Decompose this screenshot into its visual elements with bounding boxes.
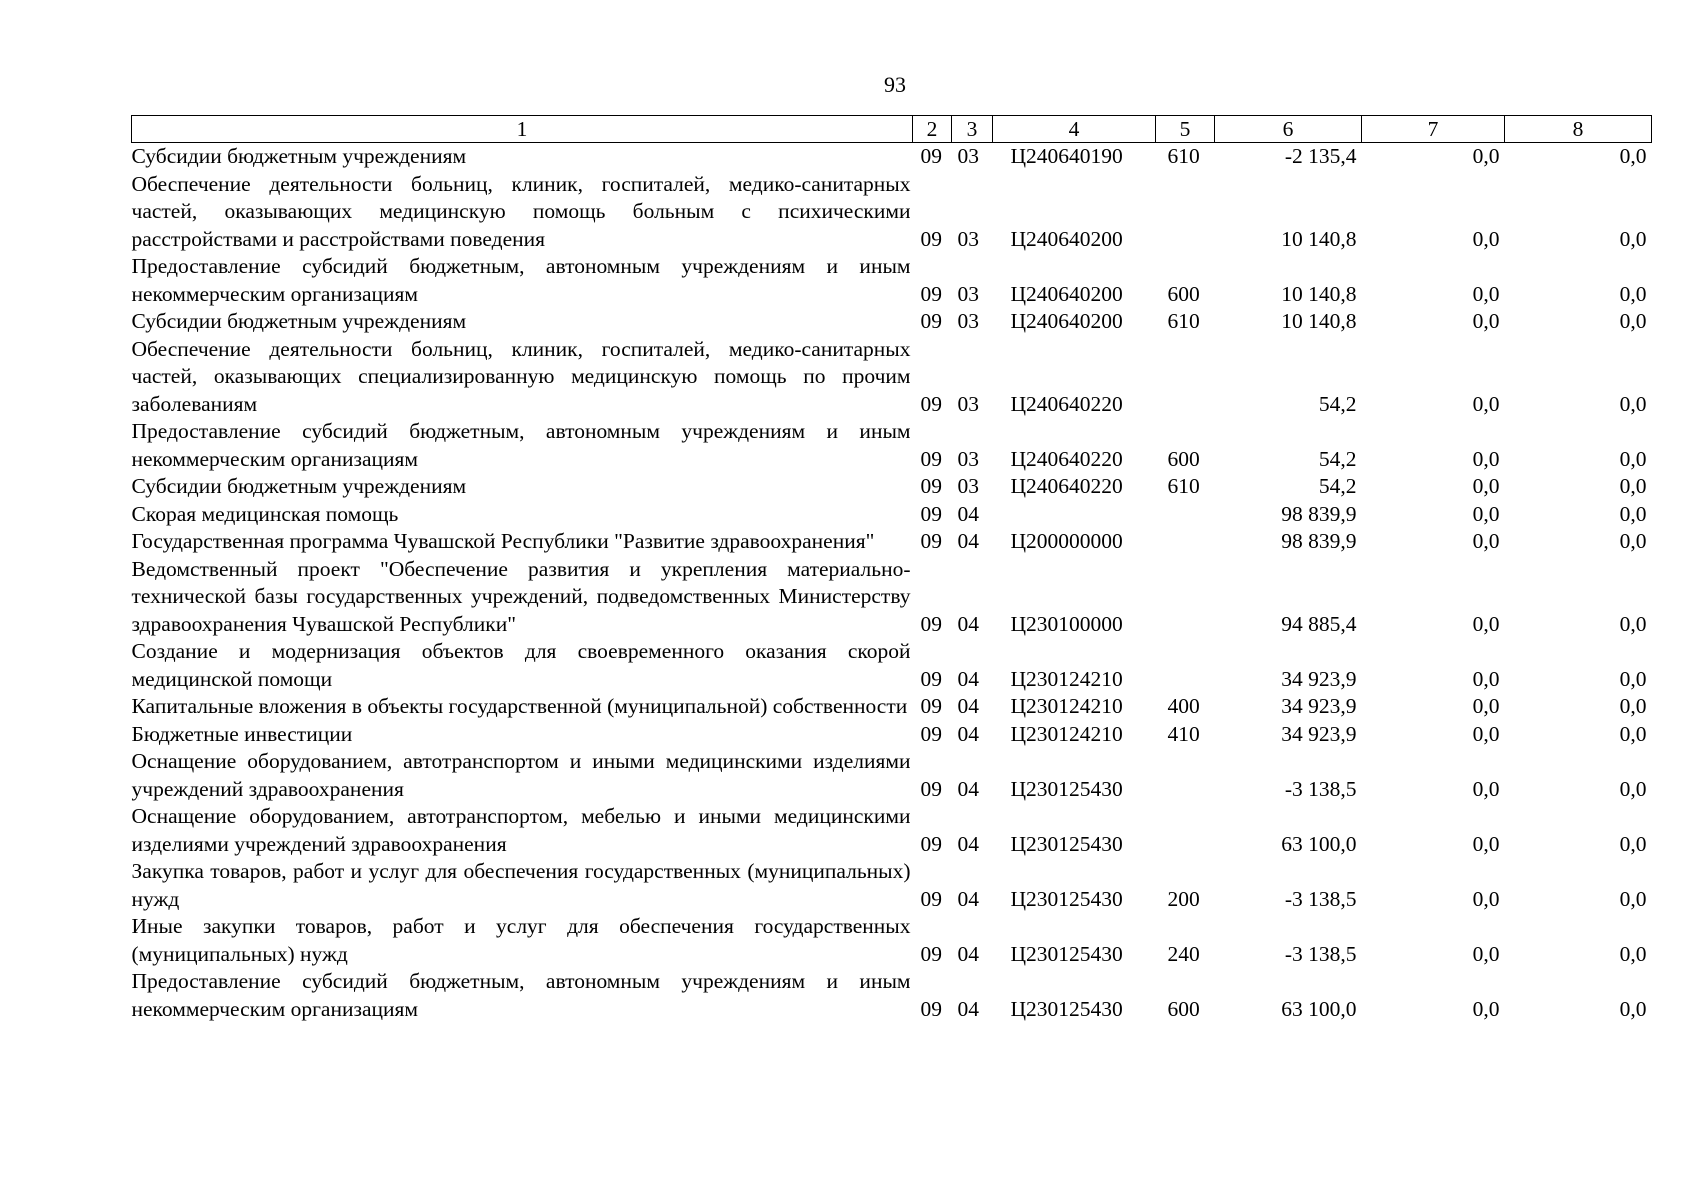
row-target-article: Ц240640220 [1010, 391, 1123, 416]
table-row [132, 473, 1652, 501]
row-name: Скорая медицинская помощь [131, 501, 399, 526]
row-amount-3: 0,0 [1619, 611, 1647, 636]
row-name: Иные закупки товаров, работ и услуг для обеспечения государственных (муниципальных) нужд [131, 914, 911, 966]
row-expense-type [1156, 336, 1215, 419]
row-amount-2: 0,0 [1472, 611, 1500, 636]
row-amount-1: 34 923,9 [1281, 721, 1357, 746]
row-subsection: 04 [957, 694, 979, 718]
row-amount-3: 0,0 [1619, 226, 1647, 251]
row-name: Обеспечение деятельности больниц, клиник, госпиталей, медико-санитарных частей, оказывающих специализированную медицинскую помощь по прочим заболеваниям [131, 336, 911, 416]
row-section: 09 [920, 446, 942, 471]
column-header-7: 7 [1362, 116, 1505, 143]
row-target-article: Ц240640220 [1010, 474, 1123, 498]
row-amount-2: 0,0 [1472, 309, 1500, 333]
row-name: Обеспечение деятельности больниц, клиник, госпиталей, медико-санитарных частей, оказывающих медицинскую помощь больным с психическими расстройствами и расстройствами поведения [131, 171, 911, 251]
row-amount-1: 10 140,8 [1281, 281, 1357, 306]
row-target-article: Ц240640200 [1010, 226, 1123, 251]
row-name: Предоставление субсидий бюджетным, автономным учреждениям и иным некоммерческим организациям [131, 419, 911, 471]
row-section: 09 [920, 391, 942, 416]
table-row [132, 308, 1652, 336]
table-row [132, 253, 1652, 308]
column-header-6: 6 [1215, 116, 1362, 143]
row-subsection: 03 [957, 446, 979, 471]
row-amount-1: 94 885,4 [1281, 611, 1357, 636]
row-amount-2: 0,0 [1472, 941, 1500, 966]
row-section: 09 [920, 611, 942, 636]
row-amount-3: 0,0 [1619, 529, 1647, 553]
table-row [132, 858, 1652, 913]
row-amount-1: 10 140,8 [1281, 226, 1357, 251]
row-amount-3: 0,0 [1619, 474, 1647, 498]
row-target-article: Ц230125430 [1010, 831, 1123, 856]
row-expense-type [1156, 171, 1215, 254]
row-expense-type: 610 [1167, 144, 1200, 168]
row-section: 09 [920, 721, 942, 746]
row-amount-1: 63 100,0 [1281, 996, 1357, 1021]
row-amount-3: 0,0 [1619, 144, 1647, 168]
row-name: Бюджетные инвестиции [131, 721, 353, 746]
row-amount-1: -3 138,5 [1284, 776, 1357, 801]
row-subsection: 04 [957, 941, 979, 966]
row-amount-2: 0,0 [1472, 226, 1500, 251]
row-target-article: Ц230125430 [1010, 776, 1123, 801]
row-expense-type: 610 [1167, 474, 1200, 498]
row-target-article: Ц200000000 [1010, 529, 1123, 553]
row-expense-type: 600 [1167, 996, 1200, 1021]
row-subsection: 04 [957, 666, 979, 691]
row-subsection: 03 [957, 391, 979, 416]
row-subsection: 03 [957, 226, 979, 251]
row-name: Создание и модернизация объектов для своевременного оказания скорой медицинской помощи [131, 639, 911, 691]
row-expense-type [1156, 748, 1215, 803]
row-subsection: 04 [957, 501, 979, 526]
row-subsection: 03 [957, 474, 979, 498]
row-amount-2: 0,0 [1472, 501, 1500, 526]
table-row [132, 638, 1652, 693]
row-amount-1: 34 923,9 [1281, 666, 1357, 691]
row-name: Капитальные вложения в объекты государственной (муниципальной) собственности [131, 694, 908, 718]
column-header-8: 8 [1505, 116, 1652, 143]
row-expense-type: 400 [1167, 694, 1200, 718]
row-amount-1: -3 138,5 [1284, 941, 1357, 966]
row-target-article: Ц240640190 [1010, 144, 1123, 168]
table-row [132, 528, 1652, 556]
row-amount-2: 0,0 [1472, 474, 1500, 498]
row-target-article: Ц230124210 [1010, 694, 1123, 718]
row-subsection: 04 [957, 886, 979, 911]
row-amount-3: 0,0 [1619, 776, 1647, 801]
row-amount-1: 54,2 [1318, 391, 1357, 416]
row-expense-type: 610 [1167, 309, 1200, 333]
row-amount-3: 0,0 [1619, 501, 1647, 526]
page-number: 93 [884, 72, 906, 97]
table-row [132, 913, 1652, 968]
row-amount-3: 0,0 [1619, 886, 1647, 911]
row-amount-2: 0,0 [1472, 694, 1500, 718]
row-name: Субсидии бюджетным учреждениям [131, 474, 467, 498]
row-amount-1: 54,2 [1318, 474, 1357, 498]
row-section: 09 [920, 226, 942, 251]
row-target-article: Ц230124210 [1010, 666, 1123, 691]
row-amount-1: 54,2 [1318, 446, 1357, 471]
row-amount-1: -2 135,4 [1284, 144, 1357, 168]
row-amount-1: 98 839,9 [1281, 529, 1357, 553]
row-name: Субсидии бюджетным учреждениям [131, 309, 467, 333]
row-expense-type: 200 [1167, 886, 1200, 911]
row-subsection: 03 [957, 281, 979, 306]
row-expense-type [1156, 556, 1215, 639]
table-row [132, 418, 1652, 473]
row-section: 09 [920, 941, 942, 966]
table-row [132, 336, 1652, 419]
row-amount-2: 0,0 [1472, 886, 1500, 911]
row-subsection: 04 [957, 611, 979, 636]
row-target-article: Ц230125430 [1010, 886, 1123, 911]
row-expense-type [1156, 803, 1215, 858]
row-subsection: 04 [957, 529, 979, 553]
row-amount-1: 63 100,0 [1281, 831, 1357, 856]
row-amount-1: 10 140,8 [1281, 309, 1357, 333]
row-name: Предоставление субсидий бюджетным, автономным учреждениям и иным некоммерческим организациям [131, 254, 911, 306]
row-subsection: 04 [957, 831, 979, 856]
row-amount-1: -3 138,5 [1284, 886, 1357, 911]
row-amount-3: 0,0 [1619, 941, 1647, 966]
row-subsection: 04 [957, 996, 979, 1021]
row-section: 09 [920, 694, 942, 718]
row-section: 09 [920, 776, 942, 801]
row-amount-2: 0,0 [1472, 529, 1500, 553]
budget-table [131, 115, 1652, 1023]
row-amount-2: 0,0 [1472, 144, 1500, 168]
row-amount-1: 34 923,9 [1281, 694, 1357, 718]
row-section: 09 [920, 474, 942, 498]
table-row [132, 748, 1652, 803]
table-body [132, 143, 1652, 1024]
row-section: 09 [920, 529, 942, 553]
row-name: Субсидии бюджетным учреждениям [131, 144, 467, 168]
row-amount-3: 0,0 [1619, 281, 1647, 306]
row-name: Государственная программа Чувашской Республики "Развитие здравоохранения" [131, 529, 875, 553]
row-amount-2: 0,0 [1472, 776, 1500, 801]
table-row [132, 968, 1652, 1023]
row-expense-type: 240 [1167, 941, 1200, 966]
row-section: 09 [920, 144, 942, 168]
table-row [132, 721, 1652, 749]
row-expense-type: 600 [1167, 446, 1200, 471]
column-header-5: 5 [1156, 116, 1215, 143]
row-amount-3: 0,0 [1619, 446, 1647, 471]
table-row [132, 693, 1652, 721]
table-header [132, 116, 1652, 143]
row-subsection: 03 [957, 144, 979, 168]
row-amount-3: 0,0 [1619, 996, 1647, 1021]
row-section: 09 [920, 831, 942, 856]
row-expense-type [1156, 638, 1215, 693]
row-section: 09 [920, 309, 942, 333]
row-expense-type [1156, 528, 1215, 556]
row-amount-3: 0,0 [1619, 721, 1647, 746]
row-name: Оснащение оборудованием, автотранспортом и иными медицинскими изделиями учреждений здравоохранения [131, 749, 911, 801]
table-row [132, 143, 1652, 171]
column-header-1: 1 [132, 116, 913, 143]
row-amount-2: 0,0 [1472, 666, 1500, 691]
row-name: Оснащение оборудованием, автотранспортом, мебелью и иными медицинскими изделиями учреждений здравоохранения [131, 804, 911, 856]
row-expense-type: 600 [1167, 281, 1200, 306]
row-target-article: Ц230124210 [1010, 721, 1123, 746]
row-amount-2: 0,0 [1472, 721, 1500, 746]
row-expense-type [1156, 501, 1215, 529]
row-subsection: 04 [957, 721, 979, 746]
row-subsection: 04 [957, 776, 979, 801]
header-row [132, 116, 1652, 143]
row-section: 09 [920, 886, 942, 911]
table-row [132, 556, 1652, 639]
row-target-article: Ц240640200 [1010, 281, 1123, 306]
row-name: Ведомственный проект "Обеспечение развития и укрепления материально-технической базы государственных учреждений, подведомственных Министерству здравоохранения Чувашской Республики" [131, 556, 911, 636]
row-amount-2: 0,0 [1472, 996, 1500, 1021]
row-amount-3: 0,0 [1619, 391, 1647, 416]
column-header-3: 3 [952, 116, 993, 143]
column-header-2: 2 [913, 116, 952, 143]
row-section: 09 [920, 281, 942, 306]
row-target-article: Ц230125430 [1010, 941, 1123, 966]
row-amount-1: 98 839,9 [1281, 501, 1357, 526]
row-amount-3: 0,0 [1619, 694, 1647, 718]
row-amount-3: 0,0 [1619, 666, 1647, 691]
row-amount-2: 0,0 [1472, 831, 1500, 856]
row-target-article [993, 501, 1156, 529]
table-row [132, 501, 1652, 529]
row-amount-3: 0,0 [1619, 831, 1647, 856]
table-row [132, 803, 1652, 858]
row-name: Предоставление субсидий бюджетным, автономным учреждениям и иным некоммерческим организациям [131, 969, 911, 1021]
row-name: Закупка товаров, работ и услуг для обеспечения государственных (муниципальных) нужд [131, 859, 911, 911]
row-section: 09 [920, 666, 942, 691]
row-target-article: Ц230100000 [1010, 611, 1123, 636]
row-amount-2: 0,0 [1472, 391, 1500, 416]
row-section: 09 [920, 996, 942, 1021]
column-header-4: 4 [993, 116, 1156, 143]
row-target-article: Ц230125430 [1010, 996, 1123, 1021]
row-expense-type: 410 [1167, 721, 1200, 746]
row-amount-2: 0,0 [1472, 446, 1500, 471]
row-target-article: Ц240640220 [1010, 446, 1123, 471]
table-row [132, 171, 1652, 254]
row-subsection: 03 [957, 309, 979, 333]
row-target-article: Ц240640200 [1010, 309, 1123, 333]
row-amount-2: 0,0 [1472, 281, 1500, 306]
row-section: 09 [920, 501, 942, 526]
row-amount-3: 0,0 [1619, 309, 1647, 333]
